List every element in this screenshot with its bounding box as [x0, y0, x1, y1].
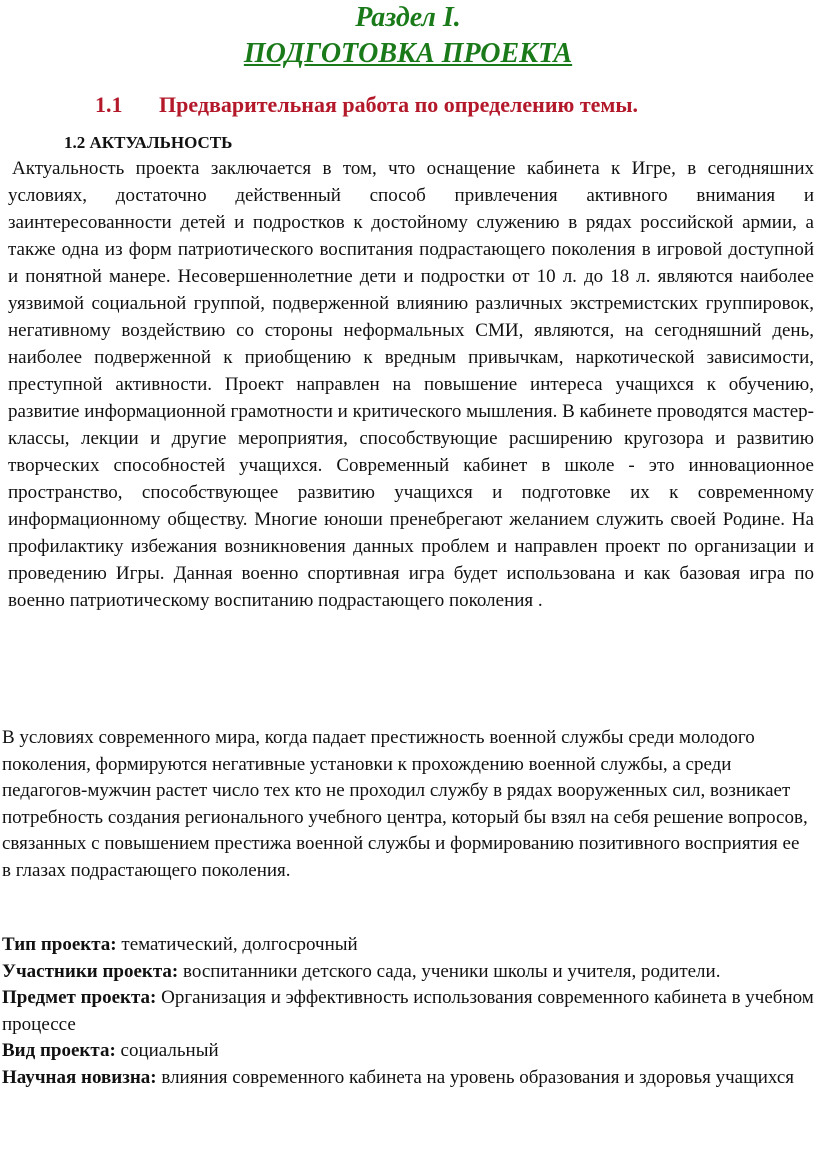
section-subtitle: ПОДГОТОВКА ПРОЕКТА [243, 38, 573, 69]
info-label: Предмет проекта: [2, 987, 157, 1008]
subheading-relevance: 1.2 АКТУАЛЬНОСТЬ [64, 133, 233, 152]
project-type [2, 932, 814, 959]
heading-text: Предварительная работа по определению темы. [159, 92, 639, 117]
info-label: Тип проекта: [2, 934, 117, 955]
relevance-paragraph: Актуальность проекта заключается в том, что оснащение кабинета к Игре, в сегодняшних условиях, достаточно действенный способ привлечения активного внимания и заинтересованности детей и подростков к достойному служению в рядах российской армии, а также одна из форм патриотического воспитания подрастающего поколения в игровой доступной и понятной манере. Несовершеннолетние дети и подростки от 10 л. до 18 л. являются наиболее уязвимой социальной группой, подверженной влиянию различных экстремистских группировок, негативному воздействию со стороны неформальных СМИ, являются, на сегодняшний день, наиболее подверженной к приобщению к вредным привычкам, наркотической зависимости, преступной активности. Проект направлен на повышение интереса учащихся к обучению, развитие информационной грамотности и критического мышления. В кабинете проводятся мастер-классы, лекции и другие мероприятия, способствующие расширению кругозора и развитию творческих способностей учащихся. Современный кабинет в школе - это инновационное пространство, способствующее развитию учащихся и подготовке их к современному информационному обществу. Многие юноши пренебрегают желанием служить своей Родине. На профилактику избежания возникновения данных проблем и направлен проект по организации и проведению Игры. Данная военно спортивная игра будет использована и как базовая игра по военно патриотическому воспитанию подрастающего поколения . [8, 158, 814, 611]
info-value: влияния современного кабинета на уровень образования и здоровья учащихся [156, 1066, 795, 1088]
project-participants [2, 959, 814, 986]
info-value: социальный [115, 1040, 219, 1061]
info-label: Научная новизна: [2, 1066, 157, 1088]
project-novelty [2, 1065, 814, 1092]
info-value: тематический, долгосрочный [116, 934, 358, 955]
heading-1-1 [95, 92, 638, 118]
project-kind [2, 1038, 814, 1065]
project-info-list [2, 932, 814, 1091]
heading-number: 1.1 [95, 92, 123, 117]
section-title: Раздел I. [355, 2, 461, 33]
context-paragraph: В условиях современного мира, когда падает престижность военной службы среди молодого поколения, формируются негативные установки к прохождению военной службы, а среди педагогов-мужчин растет число тех кто не проходил службу в рядах вооруженных сил, возникает потребность создания регионального учебного центра, который бы взял на себя решение вопросов, связанных с повышением престижа военной службы и формированию позитивного восприятия ее в глазах подрастающего поколения. [2, 727, 808, 881]
project-subject [2, 985, 814, 1038]
info-value: Организация и эффективность использования современного кабинета в учебном процессе [2, 987, 814, 1035]
info-label: Вид проекта: [2, 1040, 116, 1061]
info-label: Участники проекта: [2, 960, 179, 982]
info-value: воспитанники детского сада, ученики школы и учителя, родители. [178, 960, 721, 982]
